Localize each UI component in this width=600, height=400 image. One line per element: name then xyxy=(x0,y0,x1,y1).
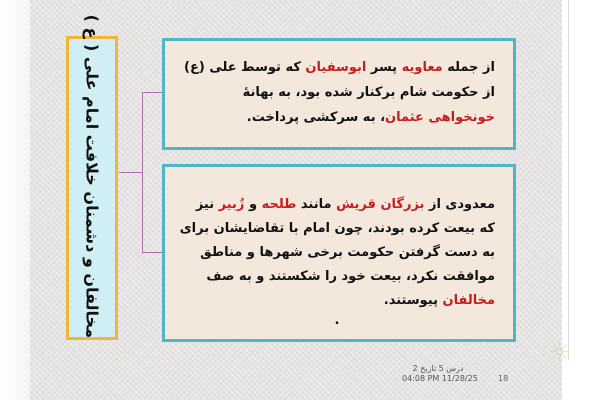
sidebar-title-box xyxy=(66,14,118,340)
card1-text-3: که توسط علی (ع) از حکومت شام برکنار شده بود، به بهانهٔ xyxy=(184,60,495,100)
card2-highlight-quraysh: بزرگان قریش xyxy=(336,197,425,212)
card1-highlight-abusufyan: ابوسفیان xyxy=(305,60,367,75)
card1-text-4: ، به سرکشی پرداخت. xyxy=(246,110,386,125)
left-margin xyxy=(0,0,30,400)
card2-text-4: نیز که بیعت کرده بودند، چون امام با تقاضایشان برای به دست گرفتن حکومت برخی شهرها و مناطق موافقت نکرد، بیعت خود را شکستند و به صف xyxy=(179,197,495,284)
sidebar-title: مخالفان و دشمنان خلافت امام علی ( ع ) xyxy=(82,14,102,338)
card2-text-1: معدودی از xyxy=(424,197,495,212)
connector-vertical xyxy=(142,92,143,252)
content-card-muawiya xyxy=(162,38,516,150)
watermark-logo: ☼ xyxy=(548,338,572,368)
card2-highlight-talha: طلحه xyxy=(261,197,297,212)
card2-text-5: پیوستند. xyxy=(383,293,443,308)
footer-datetime: 04:08 PM 11/28/25 xyxy=(402,374,478,383)
card2-highlight-opponents: مخالفان xyxy=(442,293,495,308)
card1-text-2: پسر xyxy=(366,60,402,75)
card2-text-3: و xyxy=(244,197,262,212)
card1-text-1: از جمله xyxy=(442,60,495,75)
card2-text-2: مانند xyxy=(296,197,337,212)
footer-lesson: درس 5 تاریخ 2 xyxy=(412,364,464,373)
card1-highlight-muawiya: معاویه xyxy=(401,60,443,75)
right-divider xyxy=(568,0,569,360)
card1-highlight-uthman: خونخواهی عثمان xyxy=(385,110,495,125)
connector-top xyxy=(142,92,162,93)
page-number: 18 xyxy=(498,374,509,383)
content-card-quraysh xyxy=(162,164,516,342)
connector-stub-left xyxy=(119,172,142,173)
connector-bottom xyxy=(142,252,162,253)
card2-dot: . xyxy=(334,313,340,328)
card2-highlight-zubayr: زُبیر xyxy=(218,197,245,212)
